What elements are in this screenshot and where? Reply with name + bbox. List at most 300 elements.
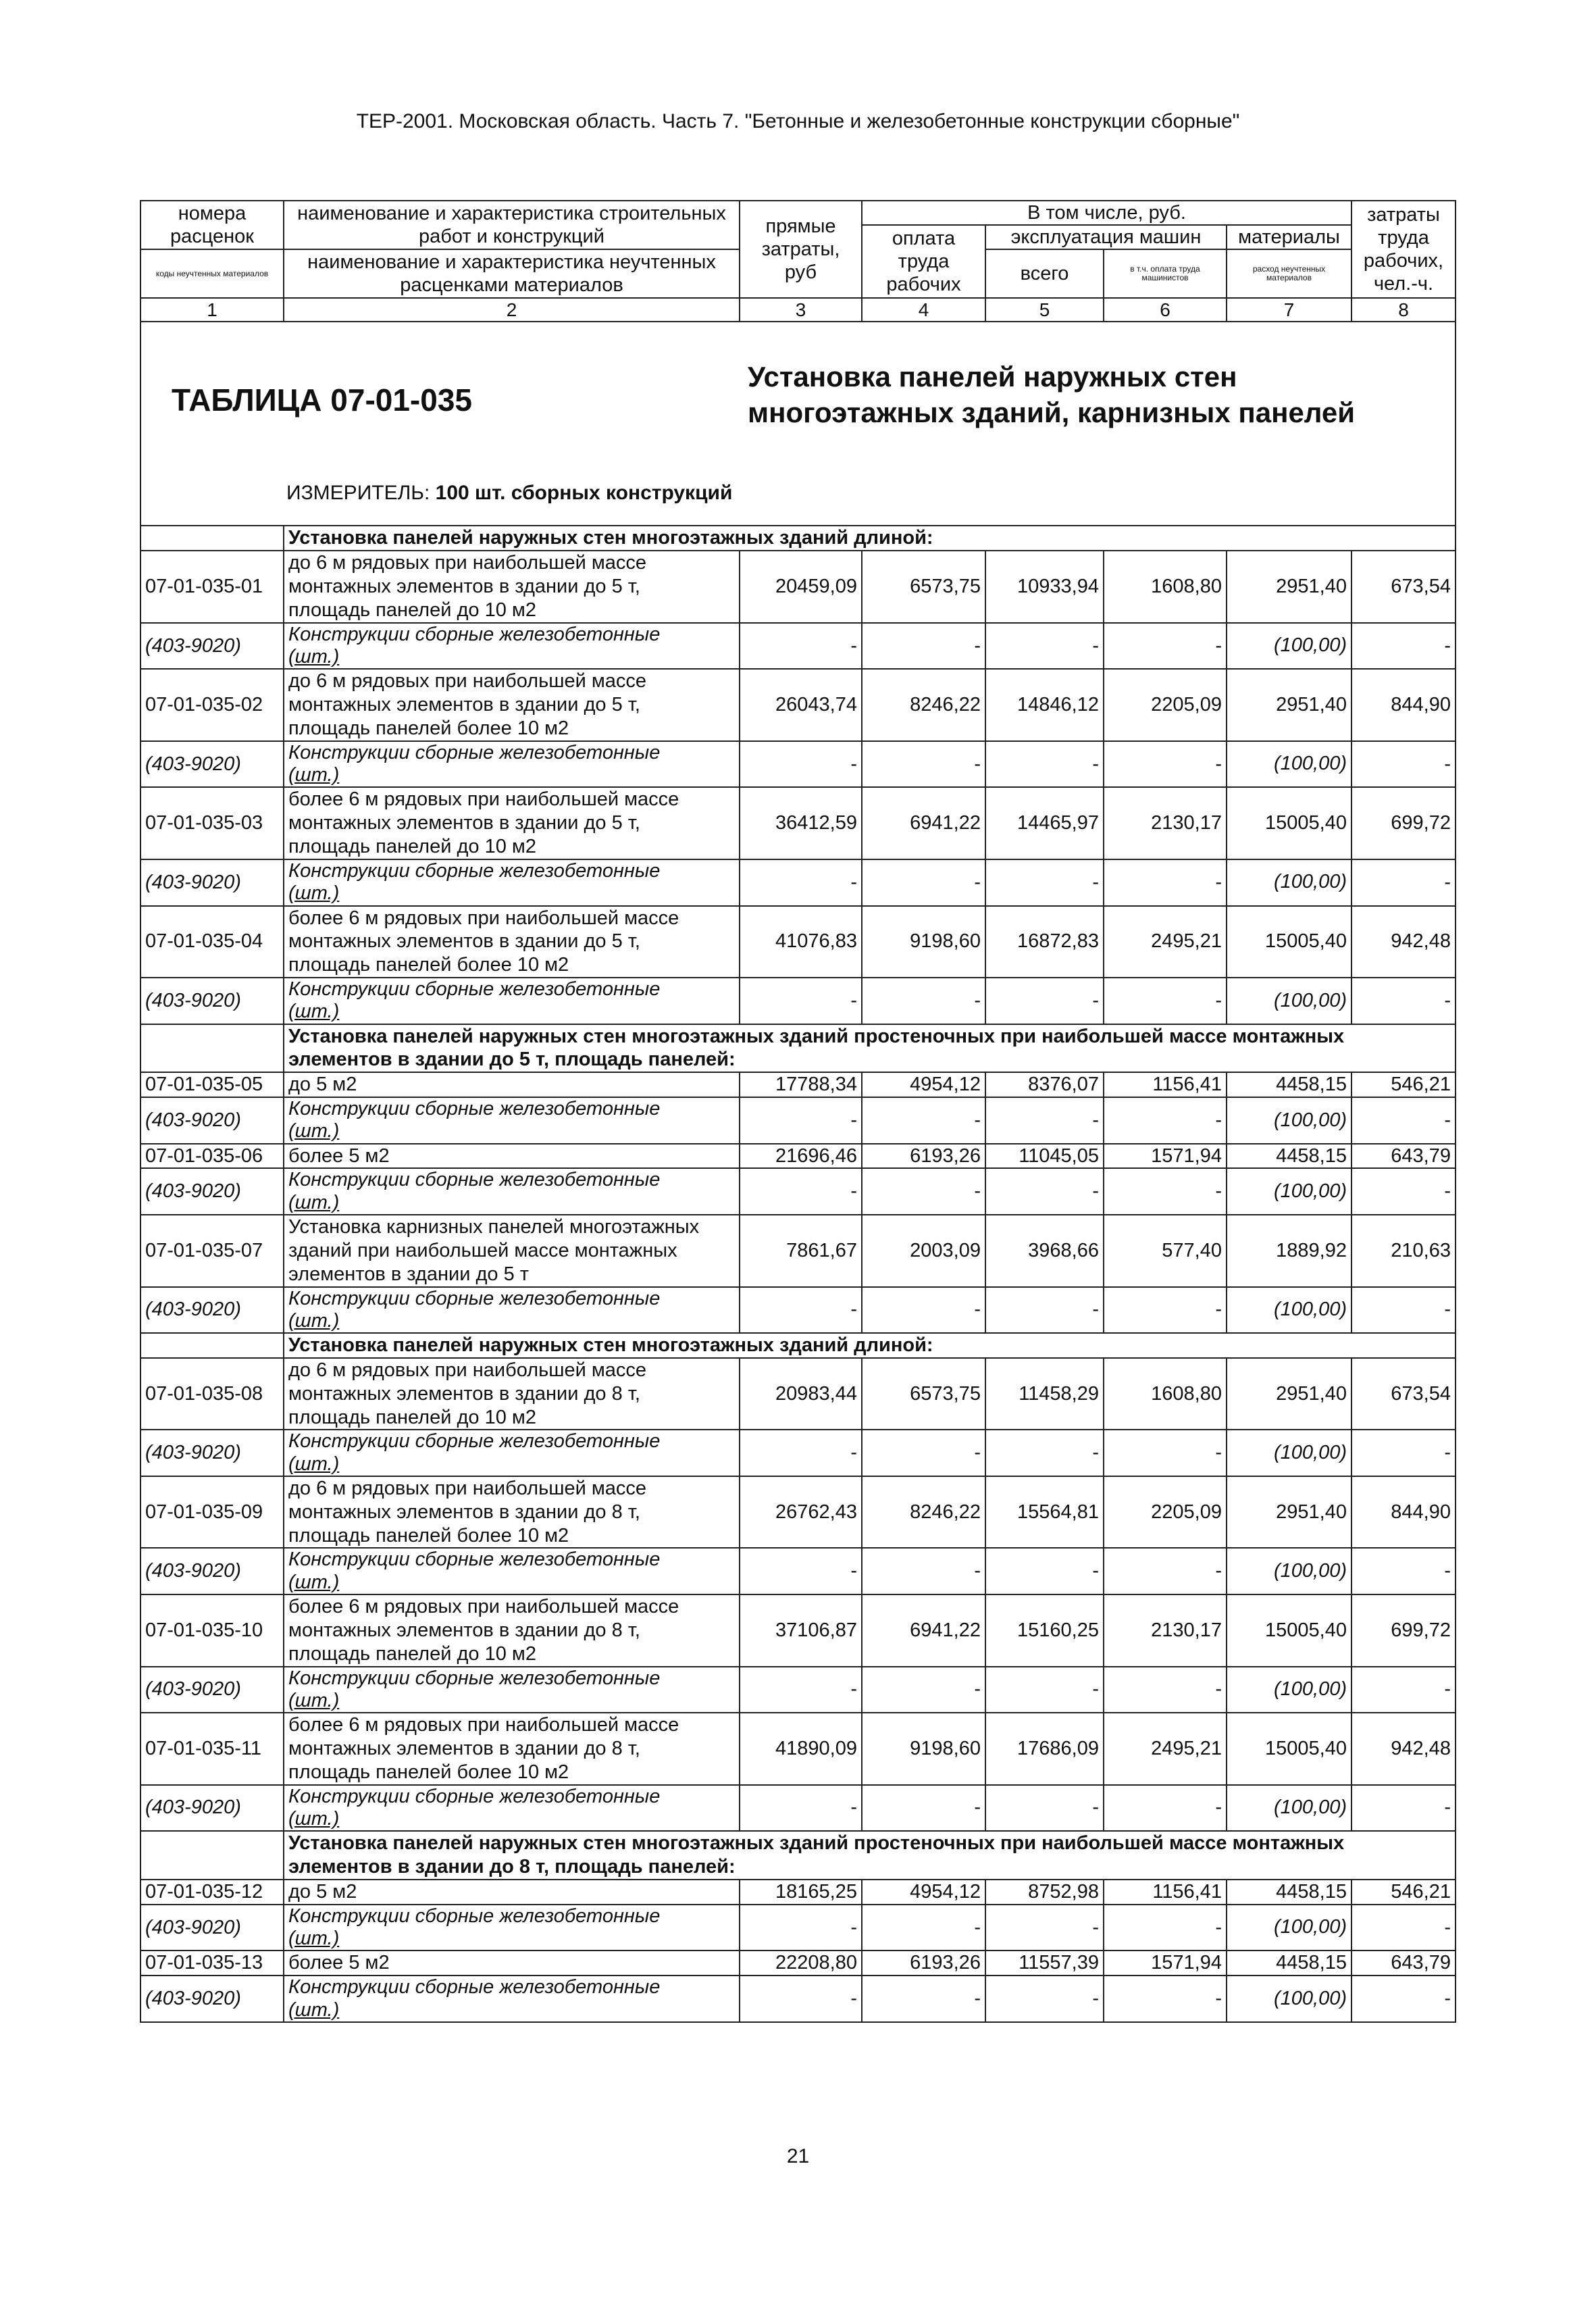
material-row xyxy=(140,1976,1456,2022)
material-quantity: (100,00) xyxy=(1227,1667,1352,1713)
work-description xyxy=(284,1476,740,1548)
column-number: 1 xyxy=(140,298,284,322)
empty-value-dash: - xyxy=(1104,741,1227,788)
header-including-group: В том числе, руб. xyxy=(862,201,1352,225)
material-unit-line xyxy=(288,1310,735,1332)
empty-value-dash: - xyxy=(1352,1430,1456,1476)
header-machines-total: всего xyxy=(985,249,1104,298)
column-number-row xyxy=(140,298,1456,322)
material-quantity: (100,00) xyxy=(1227,1097,1352,1144)
materials-value: 2951,40 xyxy=(1227,551,1352,622)
machines-total-value: 16872,83 xyxy=(985,906,1104,978)
labor-hours-value: 546,21 xyxy=(1352,1072,1456,1097)
material-name: Конструкции сборные железобетонные xyxy=(288,1169,661,1191)
material-description xyxy=(284,1287,740,1334)
empty-value-dash: - xyxy=(1352,741,1456,788)
empty-value-dash: - xyxy=(985,1976,1104,2022)
labor-hours-value: 643,79 xyxy=(1352,1144,1456,1169)
header-wages: оплата труда рабочих xyxy=(862,225,985,298)
materials-value: 2951,40 xyxy=(1227,1358,1352,1430)
direct-costs-value: 7861,67 xyxy=(740,1215,862,1286)
work-description-line: монтажных элементов в здании до 5 т, xyxy=(288,930,640,953)
rate-row xyxy=(140,551,1456,622)
empty-value-dash: - xyxy=(740,1430,862,1476)
material-code: (403-9020) xyxy=(140,978,284,1024)
material-unit: (шт.) xyxy=(288,1309,340,1332)
wages-value: 9198,60 xyxy=(862,906,985,978)
empty-value-dash: - xyxy=(985,623,1104,670)
material-description xyxy=(284,1785,740,1832)
material-unit: (шт.) xyxy=(288,764,340,786)
materials-value: 2951,40 xyxy=(1227,669,1352,740)
material-unit: (шт.) xyxy=(288,646,340,668)
material-unit-line xyxy=(288,1571,735,1594)
wages-value: 4954,12 xyxy=(862,1880,985,1905)
rate-code: 07-01-035-05 xyxy=(140,1072,284,1097)
rate-code: 07-01-035-07 xyxy=(140,1215,284,1286)
material-unit-line xyxy=(288,1120,735,1142)
wages-value: 8246,22 xyxy=(862,669,985,740)
rate-row xyxy=(140,1358,1456,1430)
direct-costs-value: 41890,09 xyxy=(740,1713,862,1784)
section-title: Установка панелей наружных стен многоэтажных зданий простеночных при наибольшей массе монтажных элементов в здании до 8 т, площадь панелей: xyxy=(284,1831,1456,1880)
material-row xyxy=(140,859,1456,906)
empty-value-dash: - xyxy=(740,1168,862,1215)
rate-row xyxy=(140,1713,1456,1784)
work-description-line: площадь панелей до 10 м2 xyxy=(288,1406,536,1428)
rate-code: 07-01-035-12 xyxy=(140,1880,284,1905)
empty-value-dash: - xyxy=(740,859,862,906)
wages-value: 6941,22 xyxy=(862,1594,985,1666)
material-quantity: (100,00) xyxy=(1227,859,1352,906)
empty-value-dash: - xyxy=(740,1905,862,1951)
material-code: (403-9020) xyxy=(140,1905,284,1951)
empty-value-dash: - xyxy=(740,1287,862,1334)
empty-value-dash: - xyxy=(985,1785,1104,1832)
empty-value-dash: - xyxy=(985,1430,1104,1476)
operator-wages-value: 577,40 xyxy=(1104,1215,1227,1286)
empty-value-dash: - xyxy=(985,859,1104,906)
material-description xyxy=(284,1905,740,1951)
empty-value-dash: - xyxy=(1352,1667,1456,1713)
work-description-line: монтажных элементов в здании до 5 т, xyxy=(288,694,640,716)
material-code: (403-9020) xyxy=(140,1168,284,1215)
materials-value: 1889,92 xyxy=(1227,1215,1352,1286)
empty-value-dash: - xyxy=(740,1548,862,1594)
material-row xyxy=(140,1548,1456,1594)
direct-costs-value: 18165,25 xyxy=(740,1880,862,1905)
header-machines-group: эксплуатация машин xyxy=(985,225,1227,249)
labor-hours-value: 210,63 xyxy=(1352,1215,1456,1286)
work-description xyxy=(284,1072,740,1097)
material-unit-line xyxy=(288,1999,735,2021)
rate-row xyxy=(140,787,1456,859)
header-materials-group: материалы xyxy=(1227,225,1352,249)
machines-total-value: 11045,05 xyxy=(985,1144,1104,1169)
material-unit: (шт.) xyxy=(288,1001,340,1023)
empty-value-dash: - xyxy=(740,978,862,1024)
work-description-line: монтажных элементов в здании до 8 т, xyxy=(288,1738,640,1760)
material-code: (403-9020) xyxy=(140,1430,284,1476)
empty-value-dash: - xyxy=(1352,1548,1456,1594)
machines-total-value: 14465,97 xyxy=(985,787,1104,859)
direct-costs-value: 37106,87 xyxy=(740,1594,862,1666)
material-code: (403-9020) xyxy=(140,1548,284,1594)
work-description-line: до 6 м рядовых при наибольшей массе xyxy=(288,552,647,574)
material-quantity: (100,00) xyxy=(1227,1785,1352,1832)
direct-costs-value: 26762,43 xyxy=(740,1476,862,1548)
material-unit: (шт.) xyxy=(288,1928,340,1950)
direct-costs-value: 41076,83 xyxy=(740,906,862,978)
material-unit: (шт.) xyxy=(288,1807,340,1830)
materials-value: 4458,15 xyxy=(1227,1880,1352,1905)
labor-hours-value: 942,48 xyxy=(1352,906,1456,978)
material-quantity: (100,00) xyxy=(1227,1905,1352,1951)
section-spacer xyxy=(140,526,284,551)
work-description xyxy=(284,1358,740,1430)
materials-value: 4458,15 xyxy=(1227,1144,1352,1169)
material-description xyxy=(284,859,740,906)
empty-value-dash: - xyxy=(862,741,985,788)
work-description-line: площадь панелей до 10 м2 xyxy=(288,1642,536,1665)
column-number: 5 xyxy=(985,298,1104,322)
empty-value-dash: - xyxy=(740,1785,862,1832)
empty-value-dash: - xyxy=(1352,1168,1456,1215)
work-description-line: до 6 м рядовых при наибольшей массе xyxy=(288,1478,647,1500)
work-description-line: монтажных элементов в здании до 5 т, xyxy=(288,576,640,598)
table-title-line-2: многоэтажных зданий, карнизных панелей xyxy=(748,396,1356,428)
direct-costs-value: 22208,80 xyxy=(740,1951,862,1976)
empty-value-dash: - xyxy=(862,1667,985,1713)
header-work-name: наименование и характеристика строительных работ и конструкций xyxy=(284,201,740,249)
work-description-line: до 6 м рядовых при наибольшей массе xyxy=(288,1359,647,1382)
table-title-row xyxy=(140,322,1456,526)
section-header-row xyxy=(140,1024,1456,1073)
operator-wages-value: 1608,80 xyxy=(1104,1358,1227,1430)
material-quantity: (100,00) xyxy=(1227,1548,1352,1594)
material-row xyxy=(140,1905,1456,1951)
empty-value-dash: - xyxy=(985,1905,1104,1951)
section-title: Установка панелей наружных стен многоэтажных зданий длиной: xyxy=(284,526,1456,551)
empty-value-dash: - xyxy=(862,1976,985,2022)
work-description-line: площадь панелей более 10 м2 xyxy=(288,954,569,976)
machines-total-value: 15564,81 xyxy=(985,1476,1104,1548)
material-quantity: (100,00) xyxy=(1227,1430,1352,1476)
material-code: (403-9020) xyxy=(140,1785,284,1832)
empty-value-dash: - xyxy=(862,1168,985,1215)
material-unit-line xyxy=(288,1808,735,1830)
work-description-line: Установка карнизных панелей многоэтажных xyxy=(288,1216,700,1238)
wages-value: 2003,09 xyxy=(862,1215,985,1286)
material-description xyxy=(284,1097,740,1144)
rate-code: 07-01-035-13 xyxy=(140,1951,284,1976)
page-number: 21 xyxy=(786,2145,810,2167)
labor-hours-value: 699,72 xyxy=(1352,1594,1456,1666)
machines-total-value: 14846,12 xyxy=(985,669,1104,740)
empty-value-dash: - xyxy=(985,978,1104,1024)
empty-value-dash: - xyxy=(862,623,985,670)
material-unit-line xyxy=(288,1001,735,1023)
material-unit: (шт.) xyxy=(288,1191,340,1213)
empty-value-dash: - xyxy=(1104,1667,1227,1713)
labor-hours-value: 673,54 xyxy=(1352,551,1456,622)
material-unit: (шт.) xyxy=(288,1689,340,1711)
operator-wages-value: 1608,80 xyxy=(1104,551,1227,622)
material-unit: (шт.) xyxy=(288,1998,340,2021)
material-name: Конструкции сборные железобетонные xyxy=(288,1905,661,1927)
material-name: Конструкции сборные железобетонные xyxy=(288,623,661,645)
direct-costs-value: 20459,09 xyxy=(740,551,862,622)
empty-value-dash: - xyxy=(985,741,1104,788)
material-row xyxy=(140,623,1456,670)
work-description xyxy=(284,906,740,978)
empty-value-dash: - xyxy=(862,1097,985,1144)
material-row xyxy=(140,1785,1456,1832)
labor-hours-value: 844,90 xyxy=(1352,669,1456,740)
machines-total-value: 11458,29 xyxy=(985,1358,1104,1430)
material-quantity: (100,00) xyxy=(1227,978,1352,1024)
material-row xyxy=(140,741,1456,788)
material-unit: (шт.) xyxy=(288,1453,340,1475)
empty-value-dash: - xyxy=(1104,1097,1227,1144)
table-body xyxy=(140,322,1456,2021)
empty-value-dash: - xyxy=(1104,1785,1227,1832)
material-code: (403-9020) xyxy=(140,859,284,906)
labor-hours-value: 942,48 xyxy=(1352,1713,1456,1784)
empty-value-dash: - xyxy=(1352,978,1456,1024)
document-header-title: ТЕР-2001. Московская область. Часть 7. "Бетонные и железобетонные конструкции сборные" xyxy=(356,110,1240,132)
empty-value-dash: - xyxy=(1104,1976,1227,2022)
work-description xyxy=(284,1713,740,1784)
operator-wages-value: 2495,21 xyxy=(1104,1713,1227,1784)
work-description-line: площадь панелей до 10 м2 xyxy=(288,599,536,621)
work-description xyxy=(284,551,740,622)
work-description-line: площадь панелей более 10 м2 xyxy=(288,717,569,739)
material-name: Конструкции сборные железобетонные xyxy=(288,978,661,1000)
rate-row xyxy=(140,1144,1456,1169)
empty-value-dash: - xyxy=(1352,1905,1456,1951)
material-quantity: (100,00) xyxy=(1227,623,1352,670)
material-quantity: (100,00) xyxy=(1227,1976,1352,2022)
header-labor-hours: затраты труда рабочих, чел.-ч. xyxy=(1352,201,1456,298)
empty-value-dash: - xyxy=(985,1548,1104,1594)
empty-value-dash: - xyxy=(862,1785,985,1832)
operator-wages-value: 2130,17 xyxy=(1104,787,1227,859)
labor-hours-value: 546,21 xyxy=(1352,1880,1456,1905)
work-description-line: более 6 м рядовых при наибольшей массе xyxy=(288,1714,679,1736)
work-description-line: зданий при наибольшей массе монтажных xyxy=(288,1239,677,1261)
work-description-line: более 6 м рядовых при наибольшей массе xyxy=(288,788,679,811)
work-description-line: более 5 м2 xyxy=(288,1952,390,1974)
materials-value: 2951,40 xyxy=(1227,1476,1352,1548)
empty-value-dash: - xyxy=(740,623,862,670)
work-description-line: более 6 м рядовых при наибольшей массе xyxy=(288,1596,679,1618)
rate-code: 07-01-035-01 xyxy=(140,551,284,622)
empty-value-dash: - xyxy=(1352,623,1456,670)
machines-total-value: 11557,39 xyxy=(985,1951,1104,1976)
work-description-line: более 5 м2 xyxy=(288,1145,390,1167)
work-description xyxy=(284,1594,740,1666)
work-description-line: монтажных элементов в здании до 8 т, xyxy=(288,1619,640,1641)
rate-row xyxy=(140,1594,1456,1666)
rate-row xyxy=(140,906,1456,978)
empty-value-dash: - xyxy=(862,859,985,906)
rate-row xyxy=(140,1215,1456,1286)
operator-wages-value: 1156,41 xyxy=(1104,1880,1227,1905)
wages-value: 6193,26 xyxy=(862,1144,985,1169)
work-description xyxy=(284,1880,740,1905)
rate-code: 07-01-035-04 xyxy=(140,906,284,978)
material-row xyxy=(140,1430,1456,1476)
material-row xyxy=(140,1667,1456,1713)
materials-value: 4458,15 xyxy=(1227,1072,1352,1097)
measurement-unit-label: ИЗМЕРИТЕЛЬ: xyxy=(286,482,430,505)
material-unit: (шт.) xyxy=(288,1120,340,1142)
work-description xyxy=(284,1215,740,1286)
material-unit-line xyxy=(288,882,735,905)
labor-hours-value: 844,90 xyxy=(1352,1476,1456,1548)
operator-wages-value: 1156,41 xyxy=(1104,1072,1227,1097)
material-description xyxy=(284,1548,740,1594)
table-title-block xyxy=(140,322,1456,526)
empty-value-dash: - xyxy=(862,978,985,1024)
section-header-row xyxy=(140,1831,1456,1880)
material-description xyxy=(284,1667,740,1713)
table-header xyxy=(140,201,1456,322)
work-description-line: до 5 м2 xyxy=(288,1880,357,1903)
empty-value-dash: - xyxy=(862,1548,985,1594)
wages-value: 6193,26 xyxy=(862,1951,985,1976)
material-code: (403-9020) xyxy=(140,1976,284,2022)
material-name: Конструкции сборные железобетонные xyxy=(288,859,661,882)
rate-code: 07-01-035-03 xyxy=(140,787,284,859)
labor-hours-value: 673,54 xyxy=(1352,1358,1456,1430)
empty-value-dash: - xyxy=(1352,1287,1456,1334)
empty-value-dash: - xyxy=(1104,1905,1227,1951)
section-title: Установка панелей наружных стен многоэтажных зданий простеночных при наибольшей массе монтажных элементов в здании до 5 т, площадь панелей: xyxy=(284,1024,1456,1073)
header-rate-numbers: номера расценок xyxy=(140,201,284,249)
rate-row xyxy=(140,1072,1456,1097)
measurement-unit xyxy=(286,482,732,505)
work-description-line: до 6 м рядовых при наибольшей массе xyxy=(288,670,647,693)
empty-value-dash: - xyxy=(1352,1097,1456,1144)
material-name: Конструкции сборные железобетонные xyxy=(288,741,661,763)
labor-hours-value: 643,79 xyxy=(1352,1951,1456,1976)
rate-code: 07-01-035-11 xyxy=(140,1713,284,1784)
empty-value-dash: - xyxy=(862,1905,985,1951)
machines-total-value: 17686,09 xyxy=(985,1713,1104,1784)
rate-code: 07-01-035-02 xyxy=(140,669,284,740)
work-description-line: монтажных элементов в здании до 8 т, xyxy=(288,1501,640,1523)
operator-wages-value: 2130,17 xyxy=(1104,1594,1227,1666)
material-row xyxy=(140,1097,1456,1144)
wages-value: 8246,22 xyxy=(862,1476,985,1548)
empty-value-dash: - xyxy=(862,1430,985,1476)
work-description-line: более 6 м рядовых при наибольшей массе xyxy=(288,907,679,929)
material-description xyxy=(284,1976,740,2022)
rate-row xyxy=(140,1951,1456,1976)
machines-total-value: 10933,94 xyxy=(985,551,1104,622)
material-code: (403-9020) xyxy=(140,1667,284,1713)
material-row xyxy=(140,1287,1456,1334)
column-number: 8 xyxy=(1352,298,1456,322)
material-quantity: (100,00) xyxy=(1227,1287,1352,1334)
header-direct-costs: прямые затраты, руб xyxy=(740,201,862,298)
work-description-line: монтажных элементов в здании до 5 т, xyxy=(288,812,640,834)
direct-costs-value: 21696,46 xyxy=(740,1144,862,1169)
direct-costs-value: 20983,44 xyxy=(740,1358,862,1430)
column-number: 7 xyxy=(1227,298,1352,322)
machines-total-value: 8376,07 xyxy=(985,1072,1104,1097)
operator-wages-value: 1571,94 xyxy=(1104,1951,1227,1976)
empty-value-dash: - xyxy=(740,1667,862,1713)
material-description xyxy=(284,623,740,670)
operator-wages-value: 2205,09 xyxy=(1104,669,1227,740)
material-unit-line xyxy=(288,1928,735,1950)
work-description-line: монтажных элементов в здании до 8 т, xyxy=(288,1382,640,1405)
material-unit-line xyxy=(288,1192,735,1214)
material-quantity: (100,00) xyxy=(1227,1168,1352,1215)
empty-value-dash: - xyxy=(985,1667,1104,1713)
operator-wages-value: 1571,94 xyxy=(1104,1144,1227,1169)
material-code: (403-9020) xyxy=(140,623,284,670)
material-code: (403-9020) xyxy=(140,1287,284,1334)
empty-value-dash: - xyxy=(1104,1168,1227,1215)
material-description xyxy=(284,1168,740,1215)
empty-value-dash: - xyxy=(1352,1785,1456,1832)
work-description xyxy=(284,1951,740,1976)
material-row xyxy=(140,978,1456,1024)
section-header-row xyxy=(140,1333,1456,1358)
material-unit: (шт.) xyxy=(288,882,340,905)
empty-value-dash: - xyxy=(1104,859,1227,906)
material-quantity: (100,00) xyxy=(1227,741,1352,788)
material-name: Конструкции сборные железобетонные xyxy=(288,1430,661,1453)
column-number: 3 xyxy=(740,298,862,322)
wages-value: 4954,12 xyxy=(862,1072,985,1097)
rate-code: 07-01-035-09 xyxy=(140,1476,284,1548)
work-description-line: площадь панелей до 10 м2 xyxy=(288,836,536,858)
material-description xyxy=(284,978,740,1024)
materials-value: 15005,40 xyxy=(1227,787,1352,859)
column-number: 2 xyxy=(284,298,740,322)
measurement-unit-value: 100 шт. сборных конструкций xyxy=(435,482,733,505)
section-spacer xyxy=(140,1024,284,1073)
section-header-row xyxy=(140,526,1456,551)
column-number: 6 xyxy=(1104,298,1227,322)
direct-costs-value: 26043,74 xyxy=(740,669,862,740)
header-material-codes: коды неучтенных материалов xyxy=(140,249,284,298)
material-name: Конструкции сборные железобетонные xyxy=(288,1097,661,1120)
direct-costs-value: 17788,34 xyxy=(740,1072,862,1097)
work-description-line: до 5 м2 xyxy=(288,1074,357,1096)
table-title-line-1: Установка панелей наружных стен xyxy=(748,361,1237,393)
table-code: ТАБЛИЦА 07-01-035 xyxy=(172,382,472,418)
operator-wages-value: 2495,21 xyxy=(1104,906,1227,978)
material-description xyxy=(284,741,740,788)
work-description-line: элементов в здании до 5 т xyxy=(288,1263,530,1285)
material-name: Конструкции сборные железобетонные xyxy=(288,1667,661,1689)
rate-code: 07-01-035-10 xyxy=(140,1594,284,1666)
wages-value: 6941,22 xyxy=(862,787,985,859)
rate-row xyxy=(140,669,1456,740)
direct-costs-value: 36412,59 xyxy=(740,787,862,859)
rate-row xyxy=(140,1476,1456,1548)
header-material-consumption: расход неучтенных материалов xyxy=(1227,249,1352,298)
material-unit-line xyxy=(288,1690,735,1712)
header-operator-wages: в т.ч. оплата труда машинистов xyxy=(1104,249,1227,298)
material-code: (403-9020) xyxy=(140,1097,284,1144)
